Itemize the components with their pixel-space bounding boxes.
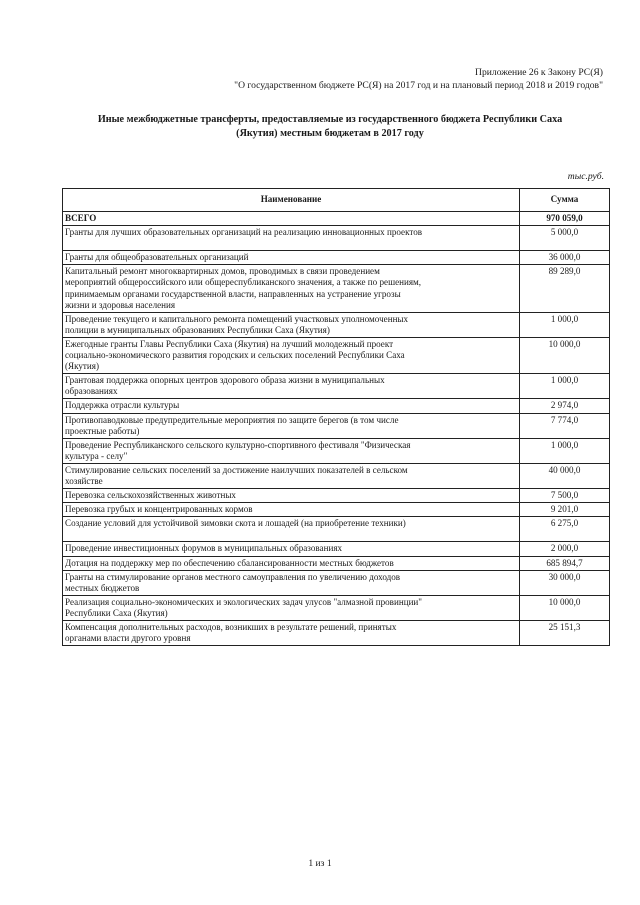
row-name-line: Гранты для общеобразовательных организаций — [65, 252, 249, 263]
transfers-table — [62, 188, 610, 646]
row-name — [63, 438, 520, 463]
row-name — [63, 463, 520, 488]
row-name — [63, 399, 520, 413]
row-name-line: хозяйстве — [65, 475, 103, 486]
table-row — [63, 503, 610, 517]
table-row — [63, 265, 610, 312]
row-sum: 1 000,0 — [520, 374, 610, 399]
row-sum: 9 201,0 — [520, 503, 610, 517]
row-sum: 685 894,7 — [520, 556, 610, 570]
table-row — [63, 413, 610, 438]
row-name — [63, 595, 520, 620]
row-name-line: Создание условий для устойчивой зимовки скота и лошадей (на приобретение техники) — [65, 518, 406, 529]
table-row — [63, 337, 610, 373]
row-sum: 1 000,0 — [520, 312, 610, 337]
row-sum: 89 289,0 — [520, 265, 610, 312]
title-line-2: (Якутия) местным бюджетам в 2017 году — [236, 128, 424, 139]
row-name — [63, 265, 520, 312]
row-name — [63, 621, 520, 646]
row-name — [63, 337, 520, 373]
row-name-line: (Якутия) — [65, 361, 99, 372]
row-name-line: органами власти другого уровня — [65, 633, 191, 644]
row-name-line: Гранты на стимулирование органов местного самоуправления по увеличению доходов — [65, 571, 401, 582]
row-name-line: Проведение текущего и капитального ремонта помещений участковых уполномоченных — [65, 313, 409, 324]
row-name-line: местных бюджетов — [65, 582, 140, 593]
row-sum: 5 000,0 — [520, 226, 610, 251]
row-sum: 40 000,0 — [520, 463, 610, 488]
row-name — [63, 542, 520, 556]
row-name-line: мероприятий общероссийского или общереспубликанского значения, а также по решениям, — [65, 277, 422, 288]
row-name-line: полиции в муниципальных образованиях Республики Саха (Якутия) — [65, 324, 330, 335]
title-line-1: Иные межбюджетные трансферты, предоставляемые из государственного бюджета Республики Саха — [97, 114, 563, 125]
row-name-line — [65, 529, 517, 540]
units-label: тыс.руб. — [567, 171, 604, 182]
row-name — [63, 556, 520, 570]
row-sum: 7 774,0 — [520, 413, 610, 438]
table-row — [63, 463, 610, 488]
row-name-line: Проведение инвестиционных форумов в муниципальных образованиях — [65, 543, 343, 554]
table-row — [63, 621, 610, 646]
table-row — [63, 542, 610, 556]
row-name-line: проектные работы) — [65, 425, 140, 436]
table-row — [63, 226, 610, 251]
table-row — [63, 489, 610, 503]
row-name-line: Грантовая поддержка опорных центров здорового образа жизни в муниципальных — [65, 375, 385, 386]
row-name — [63, 570, 520, 595]
row-sum: 6 275,0 — [520, 517, 610, 542]
appendix-line: Приложение 26 к Закону РС(Я) — [475, 67, 603, 78]
row-sum: 25 151,3 — [520, 621, 610, 646]
row-name-line: Перевозка грубых и концентрированных кормов — [65, 504, 253, 515]
row-name — [63, 489, 520, 503]
row-sum: 10 000,0 — [520, 337, 610, 373]
row-name-line: социально-экономического развития городских и сельских поселений Республики Саха — [65, 350, 405, 361]
law-reference-header — [234, 66, 603, 92]
row-name-line: Поддержка отрасли культуры — [65, 400, 180, 411]
row-name-line: жизни и здоровья населения — [65, 299, 176, 310]
row-name — [63, 517, 520, 542]
row-name — [63, 226, 520, 251]
page-number: 1 из 1 — [308, 858, 332, 869]
total-row — [63, 212, 610, 226]
row-name-line: Реализация социально-экономических и экологических задач улусов "алмазной провинции" — [65, 596, 423, 607]
total-label: ВСЕГО — [63, 212, 520, 226]
row-name-line: Республики Саха (Якутия) — [65, 607, 168, 618]
table-row — [63, 517, 610, 542]
table-row — [63, 374, 610, 399]
table-header-row — [63, 189, 610, 212]
row-sum: 1 000,0 — [520, 438, 610, 463]
row-name-line — [65, 238, 517, 249]
row-name-line: Капитальный ремонт многоквартирных домов, проводимых в связи проведением — [65, 266, 380, 277]
row-name-line: Компенсация дополнительных расходов, возникших в результате решений, принятых — [65, 622, 397, 632]
table-row — [63, 438, 610, 463]
row-sum: 7 500,0 — [520, 489, 610, 503]
row-name-line: принимаемым органами государственной власти, направленных на устранение угрозы — [65, 288, 401, 299]
row-name-line: Противопаводковые предупредительные мероприятия по защите берегов (в том числе — [65, 414, 399, 425]
total-sum: 970 059,0 — [520, 212, 610, 226]
row-name — [63, 503, 520, 517]
row-sum: 36 000,0 — [520, 251, 610, 265]
column-header-sum: Сумма — [520, 189, 610, 212]
document-title — [60, 113, 600, 141]
row-sum: 30 000,0 — [520, 570, 610, 595]
table-row — [63, 556, 610, 570]
row-name — [63, 413, 520, 438]
row-name-line: Ежегодные гранты Главы Республики Саха (Якутия) на лучший молодежный проект — [65, 338, 394, 349]
row-name — [63, 312, 520, 337]
row-name — [63, 251, 520, 265]
table-row — [63, 312, 610, 337]
table-row — [63, 595, 610, 620]
row-name-line: Дотация на поддержку мер по обеспечению сбалансированности местных бюджетов — [65, 557, 394, 568]
law-title-line: "О государственном бюджете РС(Я) на 2017 год и на плановый период 2018 и 2019 годов" — [234, 80, 603, 91]
row-name-line: Проведение Республиканского сельского культурно-спортивного фестиваля "Физическая — [65, 439, 411, 450]
row-name-line: культура - селу" — [65, 450, 128, 461]
row-sum: 2 000,0 — [520, 542, 610, 556]
table-row — [63, 251, 610, 265]
row-sum: 10 000,0 — [520, 595, 610, 620]
column-header-name: Наименование — [63, 189, 520, 212]
row-name-line: Перевозка сельскохозяйственных животных — [65, 490, 236, 501]
table-row — [63, 570, 610, 595]
row-name-line: образованиях — [65, 386, 118, 397]
row-sum: 2 974,0 — [520, 399, 610, 413]
row-name-line: Гранты для лучших образовательных организаций на реализацию инновационных проектов — [65, 227, 423, 238]
table-row — [63, 399, 610, 413]
row-name-line: Стимулирование сельских поселений за достижение наилучших показателей в сельском — [65, 464, 408, 475]
row-name — [63, 374, 520, 399]
